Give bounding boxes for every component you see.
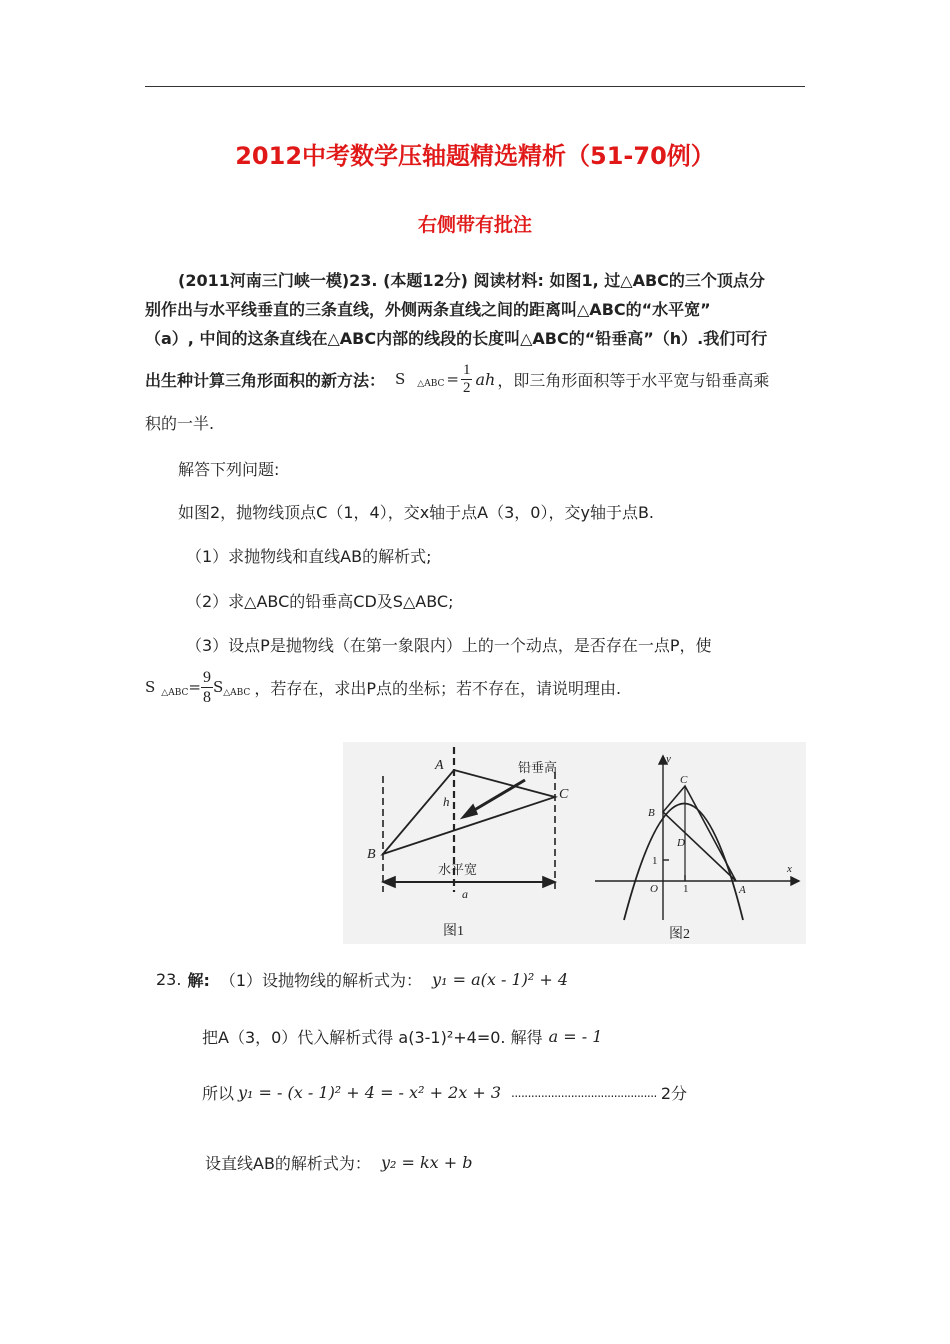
fig2-caption: 图2 bbox=[669, 927, 690, 942]
fig2-x-arrow bbox=[791, 877, 799, 885]
solution-step4-formula: y₂ = kx + b bbox=[380, 1153, 473, 1172]
solution-line-3 bbox=[202, 1081, 687, 1104]
formula1-ah: ah bbox=[475, 369, 496, 389]
solution-step2-text: 把A（3，0）代入解析式得 a(3-1)²+4=0. 解得 bbox=[202, 1028, 543, 1047]
formula2-S1: S bbox=[145, 678, 156, 696]
formula2-sub2: △ABC bbox=[223, 688, 251, 698]
solution-step1-formula: y₁ = a(x - 1)² + 4 bbox=[432, 970, 569, 989]
fig2-label-O: O bbox=[650, 883, 658, 895]
solution-jie: 解: bbox=[187, 971, 210, 990]
fig1-label-B: B bbox=[367, 847, 376, 862]
solution-step3-formula: y₁ = - (x - 1)² + 4 = - x² + 2x + 3 bbox=[238, 1083, 502, 1102]
solution-step4-text: 设直线AB的解析式为： bbox=[205, 1154, 371, 1173]
problem-given: 如图2，抛物线顶点C（1，4），交x轴于点A（3，0），交y轴于点B. bbox=[178, 503, 655, 522]
formula1-sub: △ABC bbox=[417, 379, 445, 389]
solution-line-4 bbox=[205, 1151, 473, 1174]
fig1-width-label: 水平宽 bbox=[438, 862, 478, 877]
formula1-eq: = bbox=[446, 370, 459, 388]
formula1-num: 1 bbox=[462, 361, 471, 378]
fig2-label-B: B bbox=[648, 807, 655, 819]
fig2-label-y: y bbox=[666, 753, 671, 765]
problem-line-3: （a）, 中间的这条直线在△ABC内部的线段的长度叫△ABC的“铅垂高”（h）.我们可行 bbox=[145, 329, 768, 348]
fig1-annotation-arrowhead bbox=[462, 805, 477, 818]
fig2-label-1x: 1 bbox=[683, 883, 689, 895]
formula2-fraction bbox=[201, 668, 213, 707]
formula2-eq: = bbox=[188, 678, 201, 696]
question-3: （3）设点P是抛物线（在第一象限内）上的一个动点，是否存在一点P，使 bbox=[186, 636, 712, 655]
fig1-arrow-right bbox=[543, 877, 555, 887]
fig1-annotation: 铅垂高 bbox=[518, 760, 558, 775]
question-3-formula-line bbox=[145, 663, 621, 711]
solution-step3-score: 2分 bbox=[660, 1084, 688, 1103]
fig1-caption: 图1 bbox=[443, 924, 464, 939]
problem-line-2: 别作出与水平线垂直的三条直线，外侧两条直线之间的距离叫△ABC的“水平宽” bbox=[145, 300, 711, 319]
fig1-annotation-arrow bbox=[471, 780, 525, 812]
fig1-arrow-left bbox=[383, 877, 395, 887]
problem-line-5: 积的一半. bbox=[145, 414, 215, 433]
problem-line-1: (2011河南三门峡一模)23. (本题12分) 阅读材料: 如图1, 过△ABC的三个顶点分 bbox=[178, 271, 765, 290]
fig2-label-C: C bbox=[680, 774, 688, 786]
page-subtitle: 右侧带有批注 bbox=[417, 214, 532, 236]
formula1-fraction bbox=[461, 362, 473, 397]
formula1-den: 2 bbox=[462, 379, 471, 396]
figure-panel bbox=[343, 742, 806, 944]
question-3-suffix: ，若存在，求出P点的坐标；若不存在，请说明理由. bbox=[254, 678, 622, 698]
fig2-label-A: A bbox=[739, 884, 746, 896]
fig2-label-x: x bbox=[787, 863, 792, 875]
formula2-sub1: △ABC bbox=[161, 688, 189, 698]
solution-step3-text: 所以 bbox=[202, 1084, 235, 1103]
fig2-triangle bbox=[663, 786, 736, 881]
fig1-label-A: A bbox=[435, 758, 444, 773]
header-rule bbox=[145, 86, 805, 87]
question-1: （1）求抛物线和直线AB的解析式; bbox=[186, 547, 432, 566]
fig1-label-C: C bbox=[559, 787, 569, 802]
solution-step3-dots: ............................................ bbox=[511, 1085, 657, 1100]
page-title: 2012中考数学压轴题精选精析（51-70例） bbox=[235, 142, 715, 170]
formula1-S: S bbox=[395, 370, 406, 388]
fig2-label-D: D bbox=[677, 837, 685, 849]
figure-2 bbox=[595, 756, 799, 920]
line4-prefix: 出生种计算三角形面积的新方法： bbox=[145, 370, 386, 390]
solution-line-2 bbox=[202, 1025, 602, 1048]
solution-step1-text: （1）设抛物线的解析式为： bbox=[219, 971, 423, 990]
solution-line-1 bbox=[156, 968, 568, 991]
fig1-label-h: h bbox=[443, 794, 450, 809]
formula2-S2: S bbox=[212, 678, 224, 696]
fig1-a-label: a bbox=[462, 887, 468, 901]
formula2-den: 8 bbox=[202, 688, 211, 706]
solution-step2-formula: a = - 1 bbox=[548, 1027, 603, 1046]
solution-num: 23. bbox=[156, 970, 182, 989]
problem-ask: 解答下列问题: bbox=[178, 460, 280, 479]
problem-line-4 bbox=[145, 355, 769, 403]
formula2-num: 9 bbox=[202, 668, 211, 686]
line4-suffix: ，即三角形面积等于水平宽与铅垂高乘 bbox=[497, 370, 770, 390]
fig2-label-1y: 1 bbox=[652, 855, 658, 867]
question-2: （2）求△ABC的铅垂高CD及S△ABC; bbox=[186, 592, 454, 611]
figures-svg bbox=[343, 742, 806, 944]
